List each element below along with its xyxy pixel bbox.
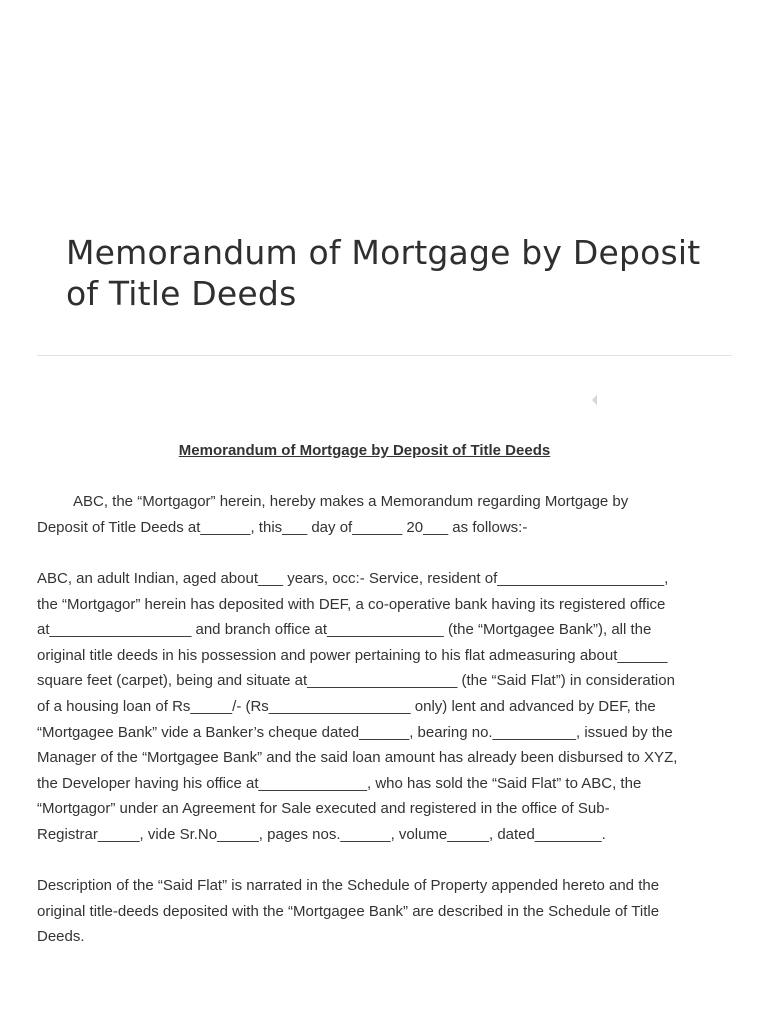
document-paragraph-description: Description of the “Said Flat” is narrated in the Schedule of Property appended hereto and the original title-deeds deposited with the “Mortgagee Bank” are described in the Schedule of Title Deeds.: [37, 877, 660, 946]
document-body: [37, 438, 682, 975]
page-title: Memorandum of Mortgage by Deposit of Title Deeds: [66, 233, 701, 313]
document-paragraph-deposit: ABC, an adult Indian, aged about___ years, occ:- Service, resident of____________________, the “Mortgagor” herein has deposited with DEF, a co-operative bank having its registered office at_________________ and branch office at______________ (the “Mortgagee Bank”), all the original title deeds in his possession and power pertaining to his flat admeasuring about______ square feet (carpet), being and situate at__________________ (the “Said Flat”) in consideration of a housing loan of Rs_____/- (Rs_________________ only) lent and advanced by DEF, the “Mortgagee Bank” vide a Banker’s cheque dated______, bearing no.__________, issued by the Manager of the “Mortgagee Bank” and the said loan amount has already been disbursed to XYZ, the Developer having his office at_____________, who has sold the “Said Flat” to ABC, the “Mortgagor” under an Agreement for Sale executed and registered in the office of Sub-Registrar_____, vide Sr.No_____, pages nos.______, volume_____, dated________.: [37, 569, 678, 843]
document-heading: Memorandum of Mortgage by Deposit of Title Deeds: [178, 442, 551, 459]
title-divider: [37, 355, 732, 356]
document-paragraph-intro: ABC, the “Mortgagor” herein, hereby makes a Memorandum regarding Mortgage by Deposit of Title Deeds at______, this___ day of______ 20___ as follows:-: [37, 493, 629, 536]
caret-left-icon[interactable]: [592, 395, 597, 405]
